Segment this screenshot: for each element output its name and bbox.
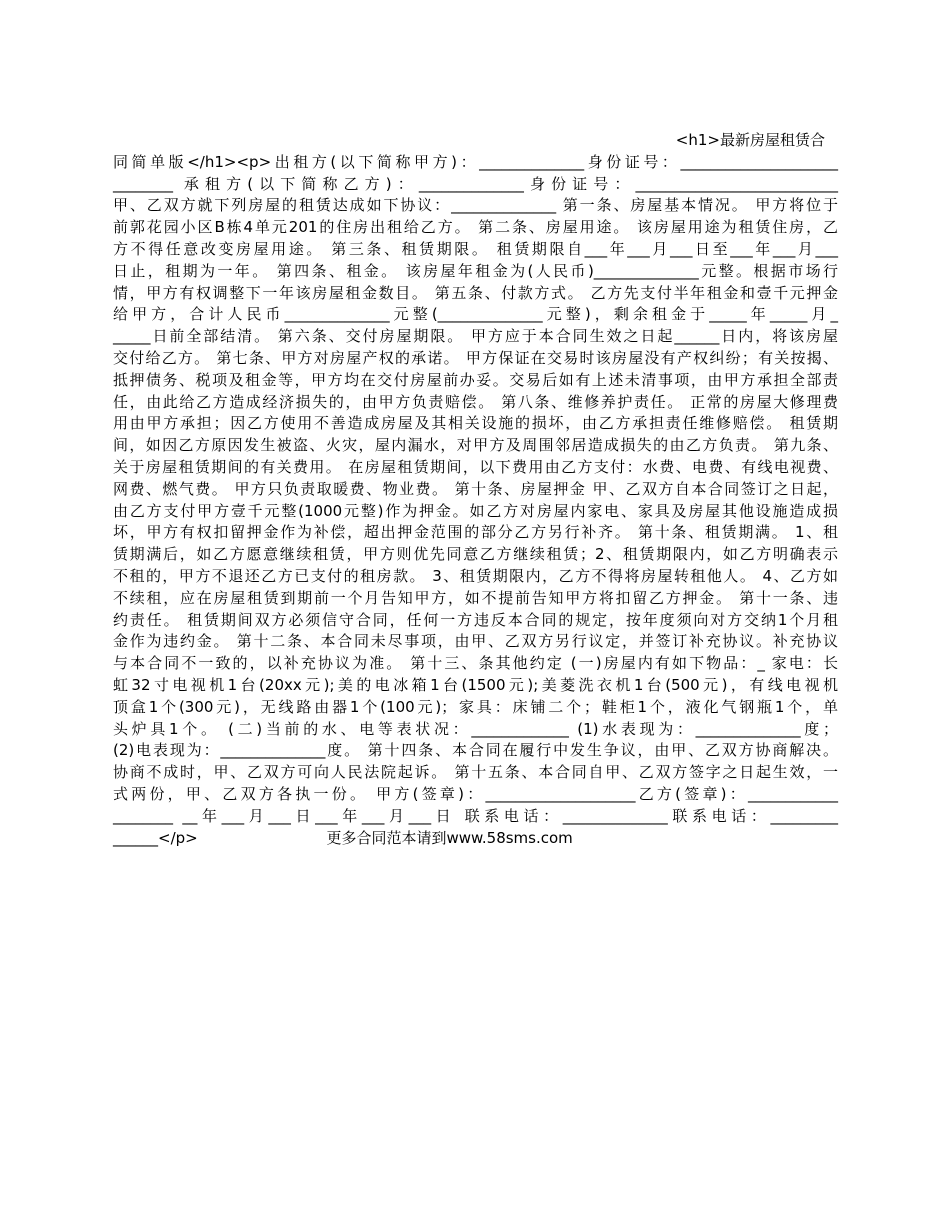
doc-line-12: 任，由此给乙方造成经济损失的，由甲方负责赔偿。 第八条、维修养护责任。 正常的房屋大修理费 [113,392,838,411]
doc-line-7: 情，甲方有权调整下一年该房屋租金数目。 第五条、付款方式。 乙方先支付半年租金和壹千元押金 [113,283,838,302]
doc-line-22: 约责任。 租赁期间双方必须信守合同，任何一方违反本合同的规定，按年度须向对方交纳1个月租 [113,610,838,629]
doc-line-23: 金作为违约金。 第十二条、本合同未尽事项，由甲、乙双方另行议定，并签订补充协议。补充协议 [113,632,838,651]
doc-line-17: 由乙方支付甲方壹千元整(1000元整)作为押金。如乙方对房屋内家电、家具及房屋其他设施造成损 [113,501,838,520]
doc-line-2: ________ 承租方(以下简称乙方)：______________身份证号：___________________________ [113,174,838,193]
doc-line-21: 不续租，应在房屋租赁到期前一个月告知甲方，如不提前告知甲方将扣留乙方押金。 第十一条、违 [113,588,838,607]
doc-line-6: 日止，租期为一年。 第四条、租金。 该房屋年租金为(人民币)______________元整。根据市场行 [113,261,838,280]
doc-line-3: 甲、乙双方就下列房屋的租赁达成如下协议：______________ 第一条、房屋基本情况。 甲方将位于 [113,196,838,215]
doc-line-24: 与本合同不一致的，以补充协议为准。 第十三、条其他约定 (一)房屋内有如下物品：_ 家电：长 [113,654,838,673]
doc-line-20: 不租的，甲方不退还乙方已支付的租房款。 3、租赁期限内，乙方不得将房屋转租他人。 4、乙方如 [113,566,838,585]
doc-line-16: 网费、燃气费。 甲方只负责取暖费、物业费。 第十条、房屋押金 甲、乙双方自本合同签订之日起， [113,479,838,498]
doc-line-30: 式两份，甲、乙双方各执一份。 甲方(签章)：____________________乙方(签章)：____________ [113,784,838,803]
doc-line-10: 交付给乙方。 第七条、甲方对房屋产权的承诺。 甲方保证在交易时该房屋没有产权纠纷；有关按揭、 [113,348,838,367]
doc-line-9: _____日前全部结清。 第六条、交付房屋期限。 甲方应于本合同生效之日起______日内，将该房屋 [113,327,838,346]
doc-line-19: 赁期满后，如乙方愿意继续租赁，甲方则优先同意乙方继续租赁；2、租赁期限内，如乙方明确表示 [113,545,838,564]
doc-line-28: (2)电表现为：______________度。 第十四条、本合同在履行中发生争议，由甲、乙双方协商解决。 [113,741,838,760]
doc-line-11: 抵押债务、税项及租金等，甲方均在交付房屋前办妥。交易后如有上述未清事项，由甲方承担全部责 [113,370,838,389]
doc-line-29: 协商不成时，甲、乙双方可向人民法院起诉。 第十五条、本合同自甲、乙双方签字之日起生效，一 [113,763,838,782]
doc-line-5: 方不得任意改变房屋用途。 第三条、租赁期限。 租赁期限自___年___月___日至___年___月___ [113,239,838,258]
doc-line-15: 关于房屋租赁期间的有关费用。 在房屋租赁期间，以下费用由乙方支付：水费、电费、有线电视费、 [113,457,838,476]
doc-line-27: 头炉具1个。 (二)当前的水、电等表状况：_____________ (1)水表现为：______________度； [113,719,838,738]
doc-line-18: 坏，甲方有权扣留押金作为补偿，超出押金范围的部分乙方另行补齐。 第十条、租赁期满。 1、租 [113,523,838,542]
doc-line-26: 顶盒1个(300元)，无线路由器1个(100元)；家具：床铺二个；鞋柜1个，液化气钢瓶1个，单 [113,697,838,716]
doc-line-13: 用由甲方承担；因乙方使用不善造成房屋及其相关设施的损坏，由乙方承担责任维修赔偿。 租赁期 [113,414,838,433]
doc-line-4: 前郭花园小区B栋4单元201的住房出租给乙方。 第二条、房屋用途。 该房屋用途为租赁住房，乙 [113,218,838,237]
doc-line-0: <h1>最新房屋租赁合 [675,131,825,149]
doc-line-8: 给甲方，合计人民币______________元整(______________元整)，剩余租金于_____年_____月_ [113,305,838,324]
document-body [113,130,838,849]
doc-line-25: 虹32寸电视机1台(20xx元);美的电冰箱1台(1500元);美菱洗衣机1台(500元)，有线电视机 [113,675,838,694]
doc-line-14: 间，如因乙方原因发生被盗、火灾，屋内漏水，对甲方及周围邻居造成损失的由乙方负责。 第九条、 [113,436,838,455]
doc-line-31: ________ __年___月___日___年___月___日 联系电话：______________联系电话：_________ [113,806,838,825]
doc-line-1: 同简单版</h1><p>出租方(以下简称甲方)：______________身份证号：_____________________ [113,152,838,171]
doc-line-32: ______</p> 更多合同范本请到www.58sms.com [113,828,573,847]
